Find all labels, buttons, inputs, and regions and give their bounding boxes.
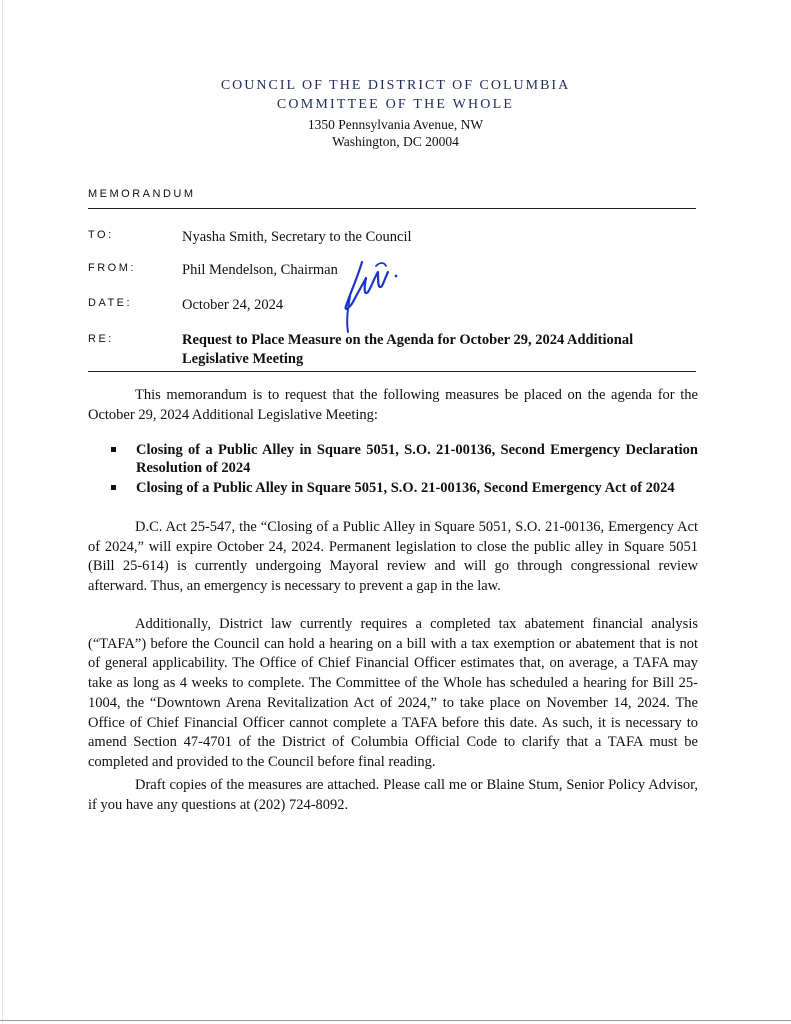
to-value: Nyasha Smith, Secretary to the Council <box>182 229 412 245</box>
letterhead-org-line1: COUNCIL OF THE DISTRICT OF COLUMBIA <box>220 78 571 93</box>
closing-paragraph: Draft copies of the measures are attached. Please call me or Blaine Stum, Senior Policy Advisor, if you have any questions at (202) 724-8092. <box>88 777 698 813</box>
letterhead-address-line2: Washington, DC 20004 <box>332 134 459 149</box>
measure-title: Closing of a Public Alley in Square 5051, S.O. 21-00136, Second Emergency Declaration Resolution of 2024 <box>136 442 698 476</box>
date-value: October 24, 2024 <box>182 297 284 313</box>
list-item <box>88 441 698 477</box>
header-divider <box>88 208 696 209</box>
letterhead-address-line1: 1350 Pennsylvania Avenue, NW <box>307 117 484 132</box>
emergency-paragraph: D.C. Act 25-547, the “Closing of a Public Alley in Square 5051, S.O. 21-00136, Emergency Act of 2024,” will expire October 24, 2024. Permanent legislation to close the public alley in Square 5051 (Bill 25-614) is currently undergoing Mayoral review and will go through congressional review afterward. Thus, an emergency is necessary to prevent a gap in the law. <box>88 519 698 595</box>
measure-title: Closing of a Public Alley in Square 5051, S.O. 21-00136, Second Emergency Act of 2024 <box>136 480 675 496</box>
scan-edge-left <box>2 0 3 1024</box>
scan-edge-bottom <box>0 1020 791 1021</box>
memo-heading: MEMORANDUM <box>88 188 196 200</box>
from-value: Phil Mendelson, Chairman <box>182 262 338 278</box>
measures-list <box>88 441 698 497</box>
to-label: TO: <box>88 229 114 241</box>
re-label: RE: <box>88 333 114 345</box>
date-label: DATE: <box>88 297 133 309</box>
letterhead-org-line2: COMMITTEE OF THE WHOLE <box>276 97 515 112</box>
re-divider <box>88 371 696 372</box>
handwritten-signature-icon <box>340 256 400 336</box>
tafa-paragraph: Additionally, District law currently requires a completed tax abatement financial analysis (“TAFA”) before the Council can hold a hearing on a bill with a tax exemption or abatement that is not of general applicability. The Office of Chief Financial Officer estimates that, on average, a TAFA may take as long as 4 weeks to complete. The Committee of the Whole has scheduled a hearing for Bill 25-1004, the “Downtown Arena Revitalization Act of 2024,” to take place on November 14, 2024. The Office of Chief Financial Officer cannot complete a TAFA before this date. As such, it is necessary to amend Section 47-4701 of the District of Columbia Official Code to clarify that a TAFA must be completed and provided to the Council before final reading. <box>88 616 698 770</box>
from-label: FROM: <box>88 262 136 274</box>
list-item <box>88 479 698 497</box>
bullet-square-icon <box>111 447 116 452</box>
bullet-square-icon <box>111 485 116 490</box>
intro-paragraph: This memorandum is to request that the following measures be placed on the agenda for the October 29, 2024 Additional Legislative Meeting: <box>88 387 698 423</box>
re-value: Request to Place Measure on the Agenda for October 29, 2024 Additional Legislative Meeting <box>182 332 634 367</box>
